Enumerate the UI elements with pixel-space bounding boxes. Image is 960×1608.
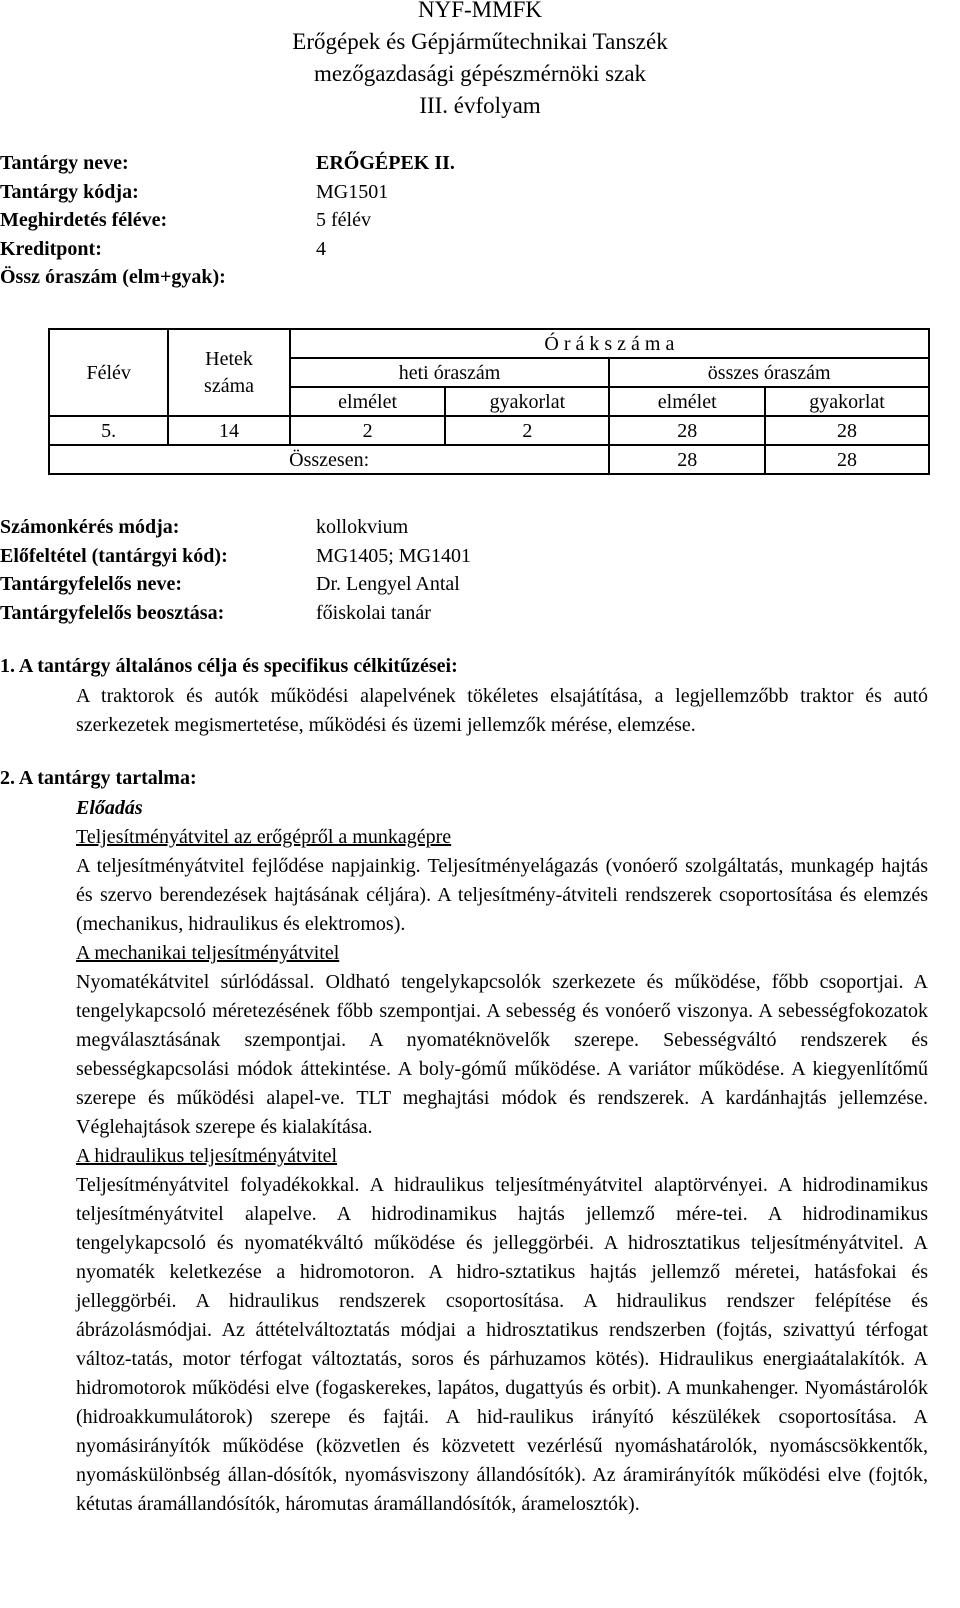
weekly-practice-cell: 2 <box>445 416 609 445</box>
weekly-theory-header: elmélet <box>290 387 446 416</box>
responsible-name-value: Dr. Lengyel Antal <box>316 573 460 595</box>
weekly-practice-header: gyakorlat <box>445 387 609 416</box>
total-theory-header: elmélet <box>609 387 765 416</box>
course-info-row <box>0 206 700 235</box>
weeks-cell: 14 <box>168 416 289 445</box>
prerequisite-value: MG1405; MG1401 <box>316 544 472 567</box>
table-row <box>49 416 929 445</box>
topic3-text: Teljesítményátvitel folyadékokkal. A hidraulikus teljesítményátvitel alaptörvényei. A hidrodinamikus teljesítményátvitel alapelve. A hidrodinamikus hajtás jellemző mére-tei. A hidrodinamikus tengelykapcsoló és nyomatékváltó működése és jelleggörbéi. A hidrosztatikus teljesítményátvitel. A nyomaték keletkezése a hidromotoron. A hidro-sztatikus hajtás jellemző méretei, hatásfokai és jelleggörbéi. A hidraulikus rendszerek csoportosítása. A hidraulikus rendszer felépítése és ábrázolásmódjai. Az áttételváltoztatás módjai a hidrosztatikus rendszerben (fojtás, szivattyú térfogat változ-tatás, motor térfogat változtatás, soros és párhuzamos kötés). Hidraulikus energiaátalakítók. A hidromotorok működési elve (fogaskerekes, lapátos, dugattyús és orbit). A munkahenger. Nyomástárolók (hidroakkumulátorok) szerepe és fajtái. A hid-raulikus irányító készülékek csoportosítása. A nyomásirányítók működése (közvetlen és közvetett vezérlésű nyomáshatárolók, nyomáscsökkentők, nyomáskülönbség állan-dósítók, nyomásviszony állandósítók). Az áramirányítók működési elve (fojtók, kétutas áramállandósítók, háromutas áramállandósítók, áramelosztók). <box>76 1174 928 1515</box>
total-theory-cell: 28 <box>609 416 765 445</box>
course-code-label: Tantárgy kódja: <box>0 180 139 203</box>
weeks-header-text: Hetek száma <box>204 347 255 397</box>
assessment-info-row <box>0 542 700 571</box>
total-hours-header: összes óraszám <box>609 358 929 387</box>
section1-text: A traktorok és autók működési alapelvének tökéletes elsajátítása, a legjellemzőbb traktor és autó szerkezetek megismertetése, működési és üzemi jellemzők mérése, elemzése. <box>76 685 928 736</box>
section2-title: 2. A tantárgy tartalma: <box>0 767 197 789</box>
section1-title: 1. A tantárgy általános célja és specifikus célkitűzései: <box>0 655 458 677</box>
assessment-info-row <box>0 513 700 542</box>
course-info <box>0 149 700 292</box>
year-name: III. évfolyam <box>419 93 541 118</box>
topic1-text: A teljesítményátvitel fejlődése napjainkig. Teljesítményelágazás (vonóerő szolgáltatás, munkagép hajtás és szervo berendezések hajtásának céljára). A teljesítmény-átviteli rendszerek csoportosítása és elemzés (mechanikus, hidraulikus és elektromos). <box>76 855 928 935</box>
sum-label-cell: Összesen: <box>49 445 609 474</box>
credit-label: Kreditpont: <box>0 237 102 260</box>
course-code-value: MG1501 <box>316 180 389 203</box>
semester-label: Meghirdetés féléve: <box>0 209 168 231</box>
hours-group-header: Ó r á k s z á m a <box>290 329 929 358</box>
weekly-theory-cell: 2 <box>290 416 446 445</box>
responsible-name-label: Tantárgyfelelős neve: <box>0 573 183 595</box>
department-name: Erőgépek és Gépjárműtechnikai Tanszék <box>292 29 668 54</box>
course-name-label: Tantárgy neve: <box>0 152 129 174</box>
topic2-text: Nyomatékátvitel súrlódással. Oldható tengelykapcsolók szerkezete és működése, főbb csoportjai. A tengelykapcsoló méretezésének főbb szempontjai. A sebesség és vonóerő viszonya. A sebességfokozatok megválasztásának szempontjai. A nyomatéknövelők szerepe. Sebességváltó rendszerek és sebességkapcsolási módok áttekintése. A boly-gómű működése. A variátor működése. A kiegyenlítőmű szerepe és működési alapel-ve. TLT meghajtási módok és rendszerek. A kardánhajtás jellemzése. Véglehajtások szerepe és kialakítása. <box>76 971 928 1138</box>
weeks-header <box>168 329 289 416</box>
responsible-title-label: Tantárgyfelelős beosztása: <box>0 601 225 624</box>
assessment-info-row <box>0 599 700 628</box>
course-name-value: ERŐGÉPEK II. <box>316 152 455 174</box>
assessment-info <box>0 513 700 627</box>
credit-value: 4 <box>316 237 326 260</box>
total-practice-cell: 28 <box>765 416 929 445</box>
assessment-info-row <box>0 570 700 599</box>
weekly-hours-header: heti óraszám <box>290 358 610 387</box>
topic1-heading: Teljesítményátvitel az erőgépről a munkagépre <box>76 826 452 848</box>
course-info-row <box>0 178 700 207</box>
section2-content <box>76 794 928 1519</box>
lecture-heading: Előadás <box>76 797 143 819</box>
course-info-row <box>0 263 700 292</box>
table-row <box>49 445 929 474</box>
hours-table <box>48 328 930 475</box>
assessment-label: Számonkérés módja: <box>0 516 180 538</box>
topic3-heading: A hidraulikus teljesítményátvitel <box>76 1145 338 1167</box>
sum-practice-cell: 28 <box>765 445 929 474</box>
sum-theory-cell: 28 <box>609 445 765 474</box>
semester-value: 5 félév <box>316 209 371 231</box>
semester-cell: 5. <box>49 416 168 445</box>
document-header <box>0 0 960 122</box>
topic2-heading: A mechanikai teljesítményátvitel <box>76 942 340 964</box>
assessment-value: kollokvium <box>316 516 409 538</box>
total-practice-header: gyakorlat <box>765 387 929 416</box>
prerequisite-label: Előfeltétel (tantárgyi kód): <box>0 544 228 567</box>
semester-header: Félév <box>49 329 168 416</box>
responsible-title-value: főiskolai tanár <box>316 601 431 624</box>
faculty-name: NYF-MMFK <box>418 0 542 22</box>
program-name: mezőgazdasági gépészmérnöki szak <box>313 61 647 86</box>
course-info-row <box>0 149 700 178</box>
course-info-row <box>0 235 700 264</box>
total-hours-label: Össz óraszám (elm+gyak): <box>0 266 226 288</box>
